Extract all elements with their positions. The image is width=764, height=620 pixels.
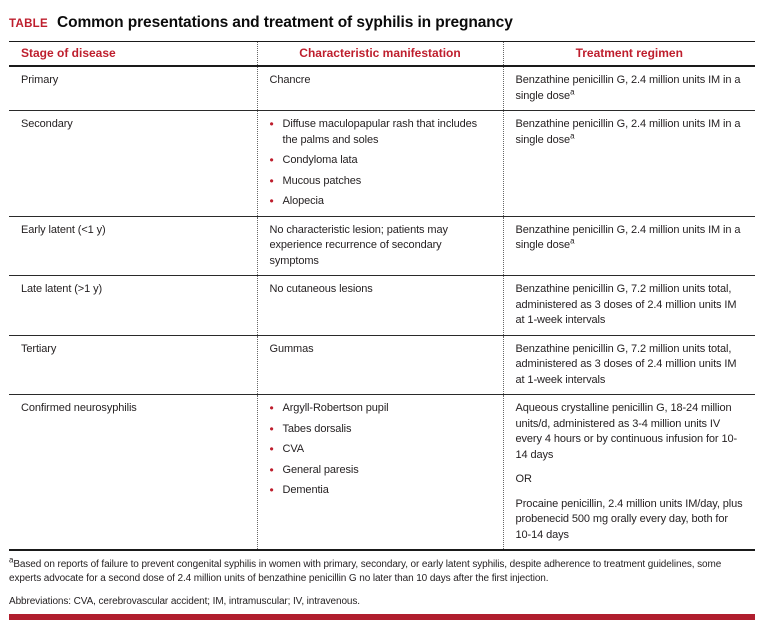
table-row-primary	[9, 66, 755, 111]
manifestation-cell	[257, 395, 503, 551]
table-row-early-latent	[9, 216, 755, 276]
list-item	[270, 422, 491, 438]
stage-cell: Secondary	[9, 111, 257, 217]
treatment-or-separator: OR	[515, 473, 532, 485]
footnote-marker: a	[570, 236, 575, 246]
stage-cell: Late latent (>1 y)	[9, 276, 257, 336]
bullet-icon: •	[269, 153, 274, 167]
bullet-icon: •	[269, 173, 274, 188]
manifestation-cell: No cutaneous lesions	[257, 276, 503, 336]
table-row-tertiary	[9, 335, 755, 395]
bullet-icon: •	[269, 421, 274, 436]
list-item	[270, 194, 491, 210]
table-title-block	[9, 14, 755, 32]
list-item	[270, 153, 491, 169]
manifestation-cell: No characteristic lesion; patients may experience recurrence of secondary symptoms	[257, 216, 503, 276]
bullet-text: CVA	[282, 443, 305, 455]
list-item	[270, 117, 491, 148]
bullet-icon: •	[269, 117, 274, 131]
bullet-text: Condyloma lata	[282, 154, 358, 166]
list-item	[270, 442, 491, 458]
treatment-cell	[503, 216, 755, 276]
stage-cell: Early latent (<1 y)	[9, 216, 257, 276]
table-body	[9, 66, 755, 550]
treatment-paragraph: Aqueous crystalline penicillin G, 18-24 million units/d, administered as 3-4 million units IV every 4 hours or by continuous infusion for 10-14 days	[515, 402, 738, 461]
treatment-cell: Benzathine penicillin G, 7.2 million units total, administered as 3 doses of 2.4 million units IM at 1-week intervals	[503, 335, 755, 395]
table-header	[9, 42, 755, 67]
treatment-cell: Benzathine penicillin G, 7.2 million units total, administered as 3 doses of 2.4 million units IM at 1-week intervals	[503, 276, 755, 336]
footnote-marker: a	[570, 130, 575, 140]
stage-cell: Confirmed neurosyphilis	[9, 395, 257, 551]
treatment-cell	[503, 111, 755, 217]
footnote-a-text: Based on reports of failure to prevent congenital syphilis in women with primary, secondary, or early latent syphilis, despite adherence to treatment guidelines, some experts advocate for a second dose of 2.4 million units of benzathine penicillin G no later than 10 days after the first injection.	[9, 559, 722, 584]
bullet-icon: •	[269, 401, 274, 415]
manifestation-cell	[257, 111, 503, 217]
abbreviations-note: Abbreviations: CVA, cerebrovascular accident; IM, intramuscular; IV, intravenous.	[9, 596, 360, 607]
stage-cell: Primary	[9, 66, 257, 111]
table-row-late-latent	[9, 276, 755, 336]
table-row-secondary	[9, 111, 755, 217]
treatment-text: Benzathine penicillin G, 2.4 million units IM in a single dose	[515, 223, 741, 251]
bullet-text: Dementia	[282, 484, 329, 496]
stage-cell: Tertiary	[9, 335, 257, 395]
treatment-text: Benzathine penicillin G, 2.4 million units IM in a single dose	[515, 74, 741, 102]
footnote-marker: a	[570, 86, 575, 96]
list-item	[270, 483, 491, 499]
treatment-cell	[503, 395, 755, 551]
bullet-text: Mucous patches	[282, 174, 362, 187]
column-header-manifestation: Characteristic manifestation	[257, 42, 503, 67]
treatment-paragraph: Procaine penicillin, 2.4 million units IM/day, plus probenecid 500 mg orally every day, both for 10-14 days	[515, 497, 743, 541]
table-kicker-label: TABLE	[9, 18, 48, 30]
footnote-a	[9, 555, 755, 585]
bullet-icon: •	[269, 483, 274, 497]
bullet-icon: •	[269, 462, 274, 477]
column-header-stage: Stage of disease	[9, 42, 257, 67]
list-item	[270, 401, 491, 417]
bullet-text: Argyll-Robertson pupil	[282, 402, 389, 414]
footnote-a-marker: a	[9, 555, 14, 565]
bottom-red-rule	[9, 614, 755, 620]
manifestation-cell: Chancre	[257, 66, 503, 111]
syphilis-table	[9, 41, 755, 551]
footnotes-block	[9, 555, 755, 609]
bullet-text: Diffuse maculopapular rash that includes the palms and soles	[282, 118, 478, 146]
table-row-neurosyphilis	[9, 395, 755, 551]
bullet-text: Alopecia	[282, 195, 324, 207]
list-item	[270, 174, 491, 190]
column-header-treatment: Treatment regimen	[503, 42, 755, 67]
page-title: Common presentations and treatment of syphilis in pregnancy	[56, 14, 513, 31]
bullet-icon: •	[269, 442, 274, 456]
header-row	[9, 42, 755, 67]
list-item	[270, 463, 491, 479]
treatment-cell	[503, 66, 755, 111]
bullet-text: General paresis	[282, 463, 359, 476]
treatment-text: Benzathine penicillin G, 2.4 million units IM in a single dose	[515, 118, 741, 146]
bullet-text: Tabes dorsalis	[282, 422, 352, 435]
bullet-icon: •	[269, 194, 274, 208]
manifestation-cell: Gummas	[257, 335, 503, 395]
